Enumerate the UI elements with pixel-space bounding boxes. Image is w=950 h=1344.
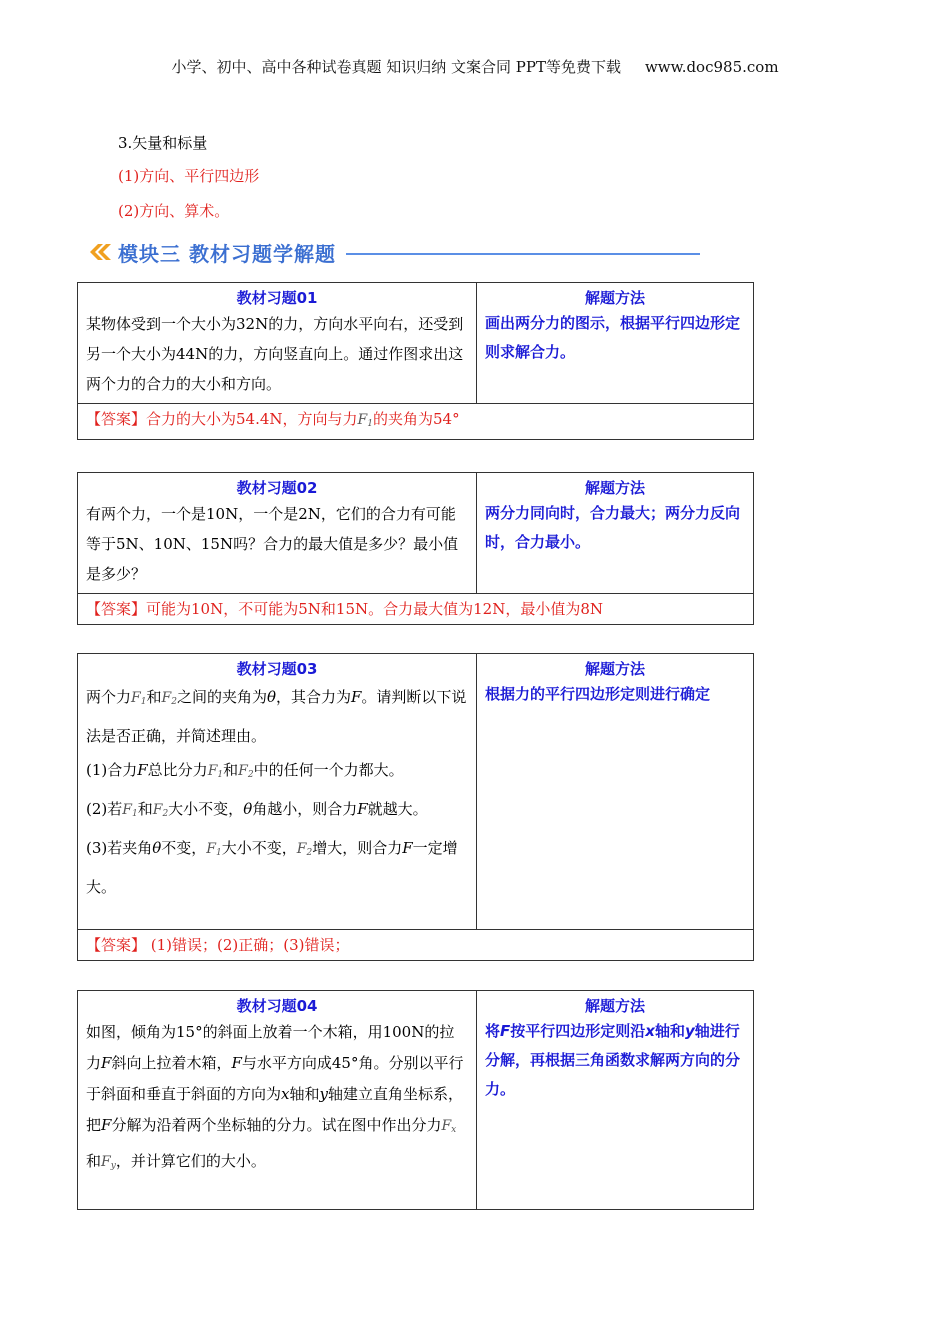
answer-text-end: 的夹角为54° — [373, 410, 460, 428]
answer-tag: 【答案】 — [86, 410, 147, 428]
method-text: 画出两分力的图示，根据平行四边形定则求解合力。 — [485, 314, 741, 361]
answer-tag: 【答案】 — [86, 600, 147, 618]
answer-tag: 【答案】 — [86, 936, 147, 954]
method-text: 两分力同向时，合力最大；两分力反向时，合力最小。 — [485, 504, 741, 551]
exercise-table-03 — [77, 653, 754, 961]
header-text: 小学、初中、高中各种试卷真题 知识归纳 文案合同 PPT等免费下载 — [171, 58, 621, 76]
method-text: 将F按平行四边形定则沿x轴和y轴进行分解，再根据三角函数求解两方向的分力。 — [485, 1022, 741, 1098]
method-title: 解题方法 — [584, 289, 645, 307]
question-cell — [78, 283, 477, 404]
method-cell — [477, 473, 754, 594]
question-line-1: 两个力$F_1$和$F_2$之间的夹角为θ，其合力为F。请判断以下说法是否正确，并简述理由。 — [86, 688, 467, 745]
question-line-3: (2)若$F_1$和$F_2$大小不变，θ角越小，则合力F就越大。 — [86, 800, 428, 819]
method-cell — [477, 991, 754, 1210]
method-title: 解题方法 — [584, 479, 645, 497]
method-title: 解题方法 — [584, 660, 645, 678]
module-banner — [90, 236, 700, 268]
intro-item-1: (1)方向、平行四边形 — [118, 167, 260, 185]
question-text: 有两个力，一个是10N，一个是2N，它们的合力有可能等于5N、10N、15N吗？合力的最大值是多少？最小值是多少？ — [86, 505, 459, 583]
question-line-2: (1)合力F总比分力$F_1$和$F_2$中的任何一个力都大。 — [86, 761, 404, 780]
method-title: 解题方法 — [584, 997, 645, 1015]
question-text: 某物体受到一个大小为32N的力，方向水平向右，还受到另一个大小为44N的力，方向竖直向上。通过作图求出这两个力的合力的大小和方向。 — [86, 315, 464, 393]
page-header — [0, 56, 950, 77]
answer-row — [78, 930, 754, 961]
answer-row — [78, 594, 754, 625]
header-url[interactable]: www.doc985.com — [644, 58, 779, 76]
exercise-title: 教材习题03 — [236, 660, 318, 678]
answer-text: (1)错误；(2)正确；(3)错误； — [146, 936, 350, 954]
answer-row — [78, 404, 754, 440]
answer-text: 可能为10N，不可能为5N和15N。合力最大值为12N，最小值为8N — [146, 600, 603, 618]
exercise-title: 教材习题01 — [236, 289, 318, 307]
method-text: 根据力的平行四边形定则进行确定 — [485, 685, 711, 703]
double-chevron-icon — [90, 242, 112, 262]
exercise-table-01 — [77, 282, 754, 440]
method-cell — [477, 654, 754, 930]
module-title: 模块三 教材习题学解题 — [118, 241, 336, 266]
exercise-table-02 — [77, 472, 754, 625]
question-cell — [78, 654, 477, 930]
question-text: 如图，倾角为15°的斜面上放着一个木箱，用100N的拉力F斜向上拉着木箱，F与水平方向成45°角。分别以平行于斜面和垂直于斜面的方向为x轴和y轴建立直角坐标系，把F分解为沿着两个坐标轴的分力。试在图中作出分力$F_x$和$F_y$，并计算它们的大小。 — [86, 1023, 464, 1171]
question-cell — [78, 991, 477, 1210]
answer-text: 合力的大小为54.4N，方向与力 — [146, 410, 358, 428]
exercise-title: 教材习题04 — [236, 997, 318, 1015]
intro-item-2: (2)方向、算术。 — [118, 202, 230, 220]
exercise-title: 教材习题02 — [236, 479, 318, 497]
force-symbol: $F_1$ — [357, 412, 373, 429]
question-line-4: (3)若夹角θ不变，$F_1$大小不变，$F_2$增大，则合力F一定增大。 — [86, 839, 458, 896]
module-rule — [346, 253, 700, 255]
section-heading: 3.矢量和标量 — [118, 134, 208, 152]
exercise-table-04 — [77, 990, 754, 1210]
method-cell — [477, 283, 754, 404]
question-cell — [78, 473, 477, 594]
